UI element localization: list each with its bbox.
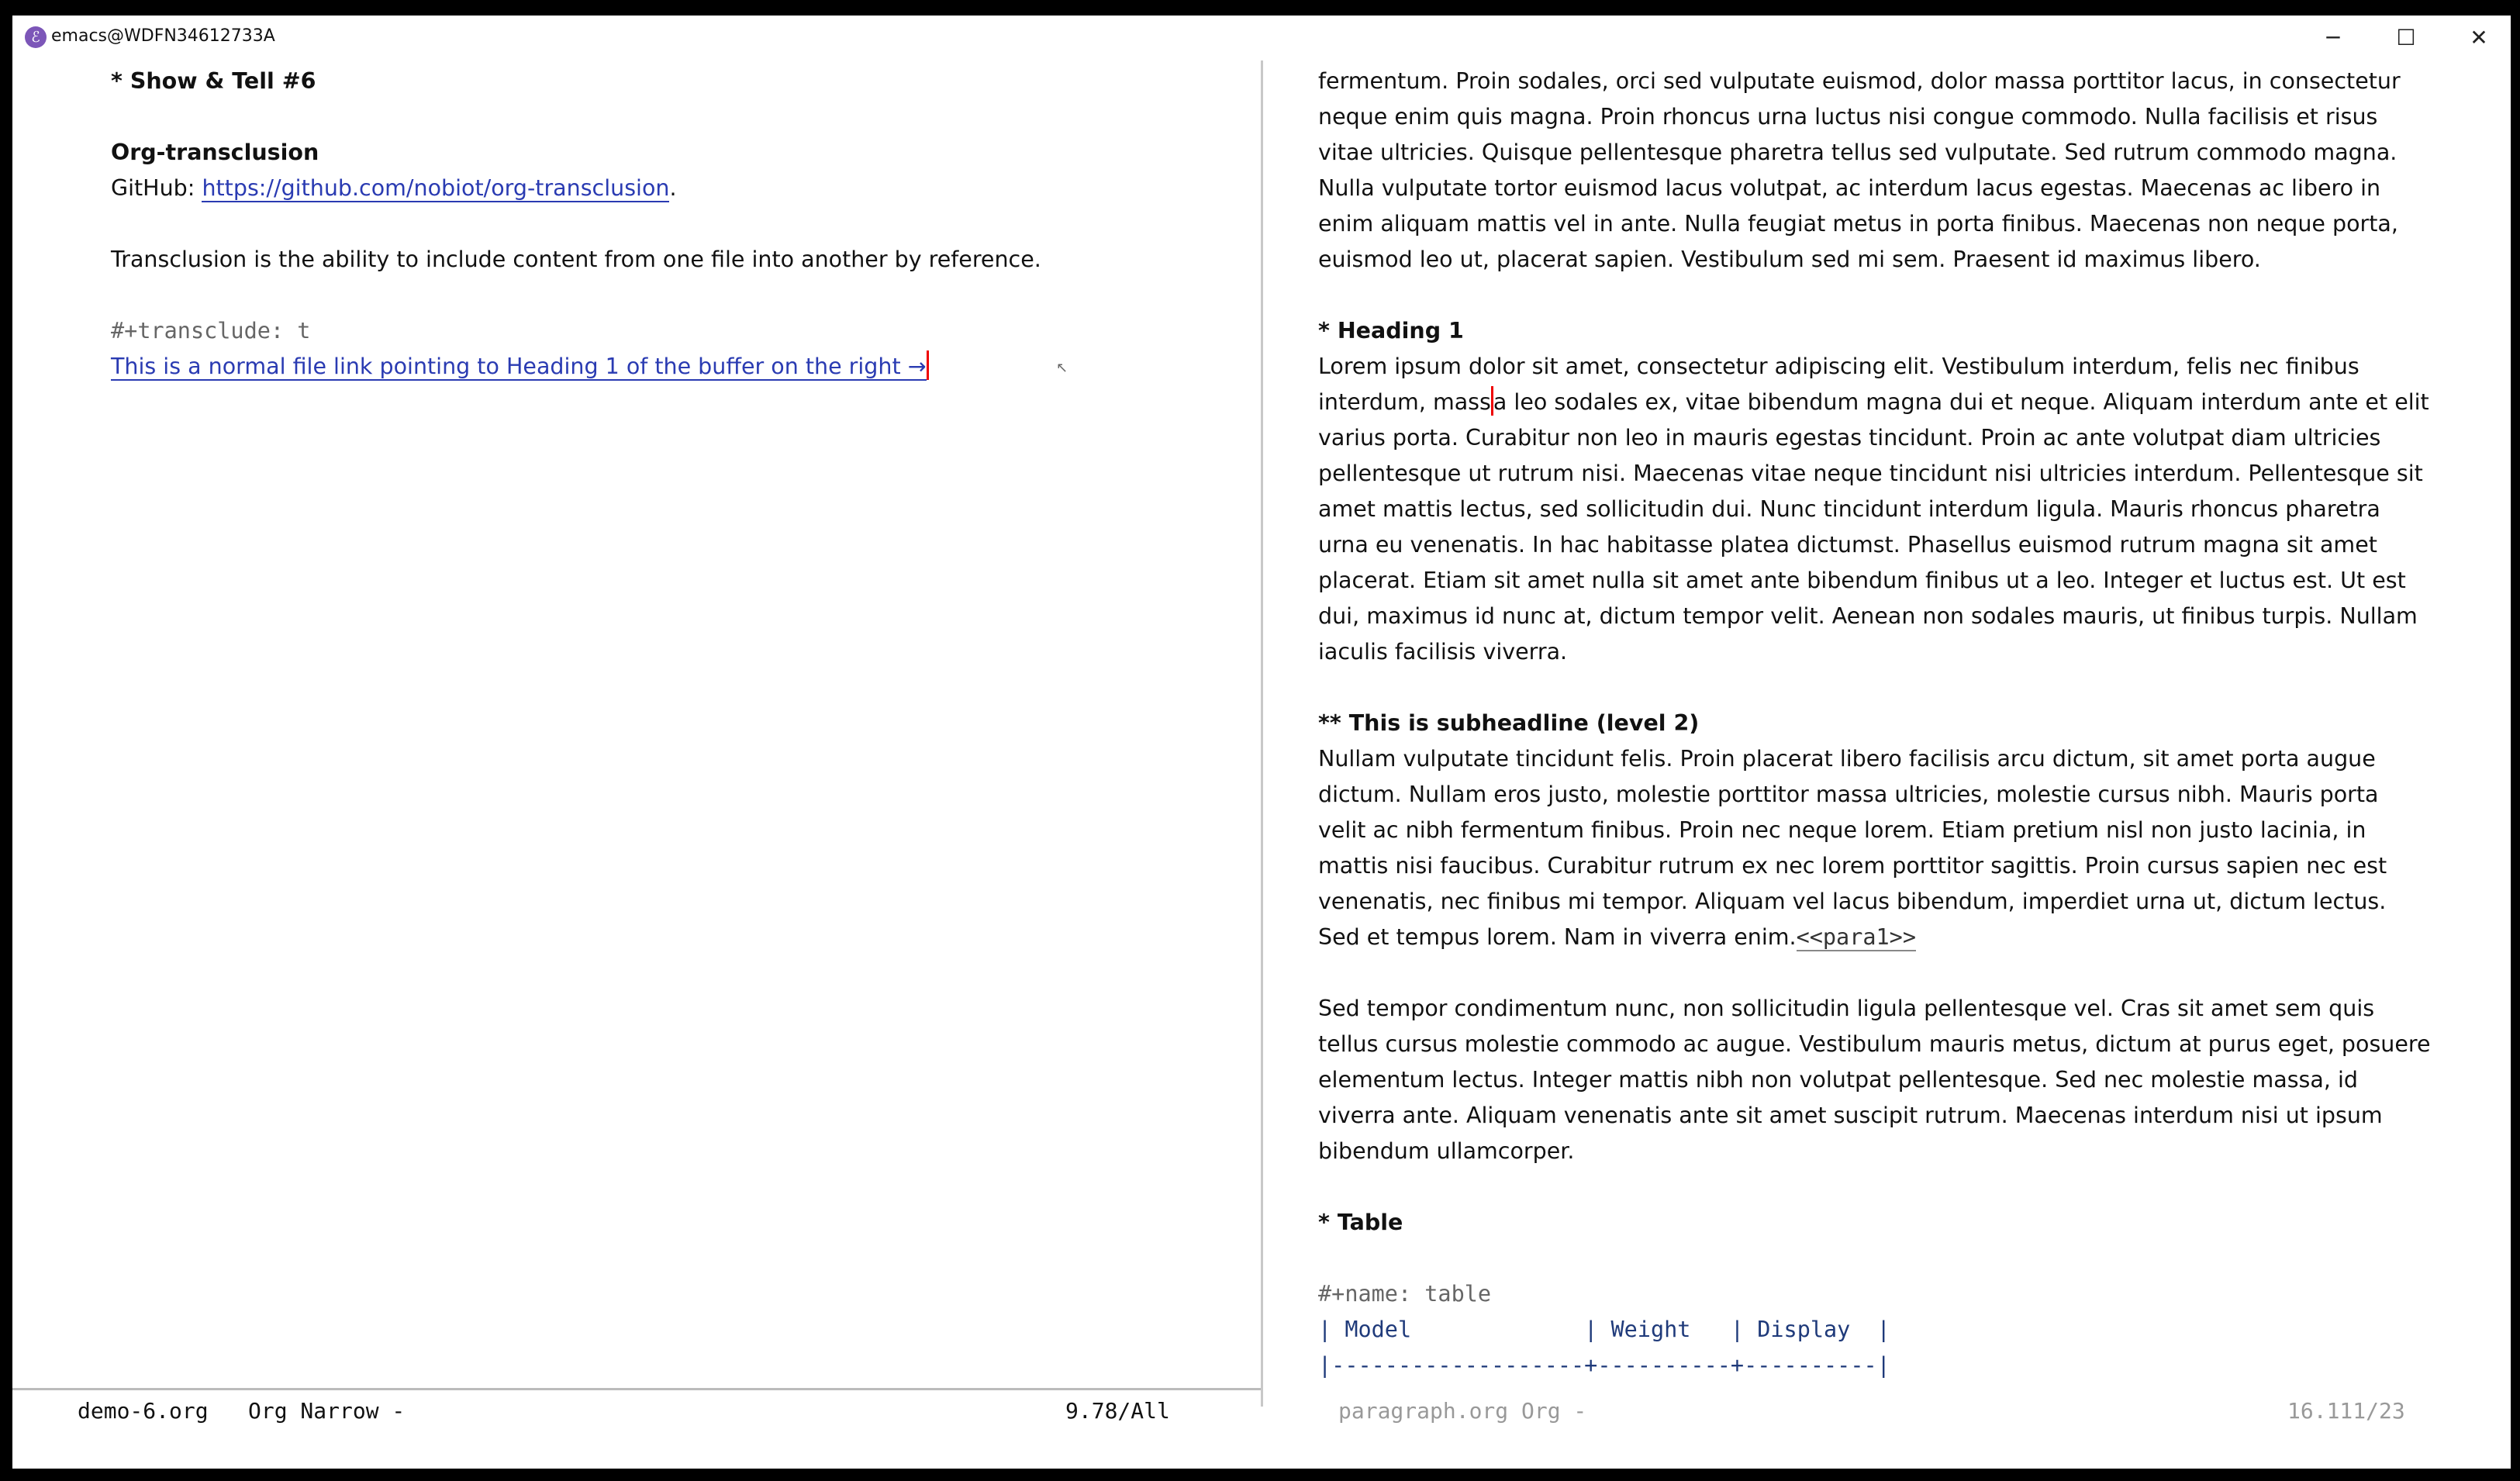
- right-buffer-pane[interactable]: [1264, 60, 2511, 1388]
- mouse-pointer-icon: ↖: [1056, 360, 1068, 376]
- paragraph-text: Sed et tempus lorem. Nam in viverra enim.: [1318, 924, 1797, 950]
- maximize-button[interactable]: ☐: [2396, 25, 2416, 50]
- paragraph-line: neque enim quis magna. Proin rhoncus urna luctus nisi congue commodo. Nulla facilisis et risus: [1318, 104, 2378, 129]
- minimize-button[interactable]: ─: [2326, 25, 2340, 50]
- paragraph-line: Lorem ipsum dolor sit amet, consectetur adipiscing elit. Vestibulum interdum, felis nec finibus: [1318, 354, 2359, 379]
- heading-1: [1318, 313, 1464, 349]
- table-separator-row: |-------------------+----------+----------|: [1318, 1352, 1890, 1378]
- close-button[interactable]: ✕: [2470, 25, 2488, 50]
- paragraph-line: iaculis facilisis viverra.: [1318, 639, 1568, 665]
- file-link[interactable]: This is a normal file link pointing to Heading 1 of the buffer on the right →: [111, 354, 927, 379]
- github-line: [111, 171, 677, 206]
- para1-target-link[interactable]: <<para1>>: [1796, 924, 1917, 950]
- paragraph-line: venenatis, nec finibus mi tempor. Aliquam vel lacus bibendum, imperdiet urna ut, dictum lectus.: [1318, 889, 2387, 914]
- title-bar[interactable]: [12, 16, 2511, 60]
- paragraph-line: velit ac nibh fermentum finibus. Proin nec neque lorem. Etiam pretium nisl non justo lacinia, in: [1318, 817, 2366, 843]
- paragraph-line: elementum lectus. Integer mattis nibh non volutpat pellentesque. Sed nec molestie massa, id: [1318, 1067, 2359, 1093]
- paragraph-line: euismod leo ut, placerat sapien. Vestibulum sed mi sem. Praesent id maximus libero.: [1318, 247, 2261, 272]
- paragraph-line: pellentesque ut rutrum nisi. Maecenas vitae neque tincidunt nisi ultricies interdum. Pellentesque sit: [1318, 461, 2423, 486]
- paragraph-line: bibendum ullamcorper.: [1318, 1138, 1575, 1164]
- paragraph-line: vitae ultricies. Quisque pellentesque pharetra tellus sed vulputate. Sed rutrum commodo magna.: [1318, 140, 2397, 165]
- heading-stars: *: [1318, 1210, 1338, 1235]
- mode-line-right[interactable]: [1264, 1388, 2511, 1432]
- buffer-name: demo-6.org: [78, 1398, 209, 1424]
- heading-table: [1318, 1205, 1403, 1241]
- emacs-icon: ℰ: [25, 26, 47, 48]
- major-mode: Org Narrow -: [248, 1398, 406, 1424]
- left-buffer-pane[interactable]: [12, 60, 1261, 1388]
- cursor-text-before: interdum, mass: [1318, 389, 1491, 415]
- text-cursor: [927, 350, 929, 380]
- paragraph-line-with-cursor: [1318, 385, 2429, 420]
- subheading-org-transclusion: Org-transclusion: [111, 140, 319, 165]
- paragraph-line: placerat. Etiam sit amet nulla sit amet ante bibendum finibus ut a leo. Integer et luctus est. Ut est: [1318, 568, 2406, 593]
- paragraph-line: amet mattis lectus, sed sollicitudin dui. Nunc tincidunt interdum ligula. Mauris rhoncus pharetra: [1318, 496, 2380, 522]
- emacs-window: [12, 16, 2511, 1469]
- cursor-position: 9.78/All: [1065, 1398, 1170, 1424]
- paragraph-line: enim aliquam mattis vel in ante. Nulla feugiat metus in porta finibus. Maecenas non neque porta,: [1318, 211, 2398, 236]
- paragraph-line: Sed tempor condimentum nunc, non sollicitudin ligula pellentesque vel. Cras sit amet sem quis: [1318, 996, 2375, 1021]
- paragraph-line: varius porta. Curabitur non leo in mauris egestas tincidunt. Proin ac ante volutpat diam ultricies: [1318, 425, 2381, 451]
- heading-stars: *: [1318, 318, 1338, 343]
- window-title: emacs@WDFN34612733A: [51, 26, 275, 46]
- heading-stars: **: [1318, 710, 1349, 736]
- subheading-level-2: [1318, 706, 1699, 741]
- paragraph-line: mattis nisi faucibus. Curabitur rutrum ex nec lorem porttitor sagittis. Proin cursus sapien nec est: [1318, 853, 2387, 879]
- table-name-keyword: #+name: table: [1318, 1281, 1492, 1307]
- file-link-line: [111, 349, 929, 385]
- paragraph-line: Nullam vulputate tincidunt felis. Proin placerat libero facilisis arcu dictum, sit amet porta augue: [1318, 746, 2376, 772]
- paragraph-line: urna eu venenatis. In hac habitasse platea dictumst. Phasellus euismod rutrum magna sit amet: [1318, 532, 2377, 558]
- subheading-title: This is subheadline (level 2): [1348, 710, 1700, 736]
- paragraph-line: tellus cursus molestie commodo ac augue. Vestibulum mauris metus, dictum at purus eget, posuere: [1318, 1031, 2431, 1057]
- window-divider[interactable]: [1261, 60, 1263, 1407]
- paragraph-line: Nulla vulputate tortor euismod lacus volutpat, ac interdum lacus egestas. Maecenas ac libero in: [1318, 175, 2381, 201]
- github-suffix: .: [669, 175, 677, 201]
- github-label: GitHub:: [111, 175, 202, 201]
- transclusion-description: Transclusion is the ability to include content from one file into another by reference.: [111, 247, 1041, 272]
- paragraph-line: fermentum. Proin sodales, orci sed vulputate euismod, dolor massa porttitor lacus, in consectetur: [1318, 68, 2401, 94]
- transclude-keyword: #+transclude: t: [111, 318, 311, 343]
- cursor-line-rest: leo sodales ex, vitae bibendum magna dui et neque. Aliquam interdum ante et elit: [1514, 389, 2429, 415]
- heading-show-and-tell: * Show & Tell #6: [111, 68, 316, 94]
- paragraph-line: dui, maximus id nunc at, dictum tempor velit. Aenean non sodales mauris, ut finibus turpis. Nullam: [1318, 603, 2418, 629]
- table-heading-title: Table: [1337, 1210, 1403, 1235]
- paragraph-line: [1318, 920, 1916, 955]
- buffer-name-and-mode: paragraph.org Org -: [1338, 1398, 1587, 1424]
- heading-1-title: Heading 1: [1337, 318, 1464, 343]
- paragraph-line: dictum. Nullam eros justo, molestie porttitor massa ultricies, molestie cursus nibh. Mauris porta: [1318, 782, 2379, 807]
- github-url-link[interactable]: https://github.com/nobiot/org-transclusion: [202, 175, 670, 201]
- paragraph-line: viverra ante. Aliquam venenatis ante sit amet suscipit rutrum. Maecenas interdum nisi ut ipsum: [1318, 1103, 2383, 1128]
- table-header-row: | Model | Weight | Display |: [1318, 1317, 1890, 1342]
- mode-line-left[interactable]: [12, 1388, 1261, 1432]
- cursor-text-after: a: [1493, 389, 1514, 415]
- cursor-position: 16.111/23: [2287, 1398, 2405, 1424]
